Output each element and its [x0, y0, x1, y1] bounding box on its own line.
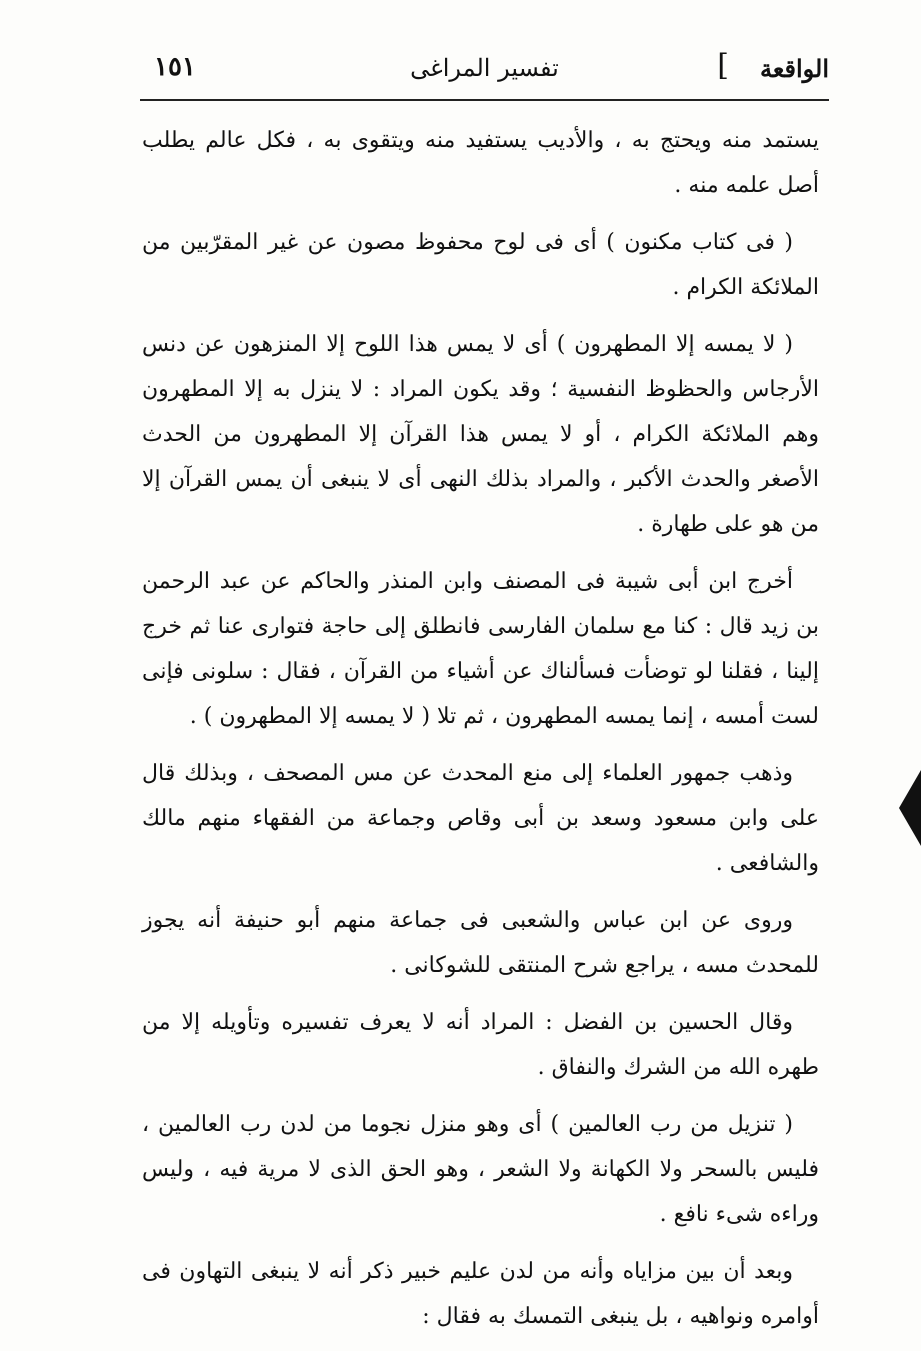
surah-name: الواقعة: [760, 54, 829, 83]
header-bracket: ]: [717, 48, 729, 83]
paragraph: وبعد أن بين مزاياه وأنه من لدن عليم خبير ذكر أنه لا ينبغى التهاون فى أوامره ونواهيه ، بل ينبغى التمسك به فقال :: [142, 1259, 819, 1329]
paragraph: وذهب جمهور العلماء إلى منع المحدث عن مس المصحف ، وبذلك قال على وابن مسعود وسعد بن أبى وقاص وجماعة من الفقهاء منهم مالك والشافعى .: [142, 761, 819, 876]
page-header: [140, 44, 829, 96]
paragraph: أخرج ابن أبى شيبة فى المصنف وابن المنذر والحاكم عن عبد الرحمن بن زيد قال : كنا مع سلمان الفارسى فانطلق إلى حاجة فتوارى عنا ثم خرج إلينا ، فقلنا لو توضأت فسألناك عن أشياء من القرآن ، فقال : سلونى فإنى لست أمسه ، إنما يمسه المطهرون ، ثم تلا ( لا يمسه إلا المطهرون ) .: [142, 569, 819, 729]
header-rule: [140, 99, 829, 101]
paragraph: وروى عن ابن عباس والشعبى فى جماعة منهم أبو حنيفة أنه يجوز للمحدث مسه ، يراجع شرح المنتقى للشوكانى .: [142, 908, 819, 978]
paragraph: ( لا يمسه إلا المطهرون ) أى لا يمس هذا اللوح إلا المنزهون عن دنس الأرجاس والحظوظ النفسية ؛ وقد يكون المراد : لا ينزل به إلا المطهرون وهم الملائكة الكرام ، أو لا يمس هذا القرآن إلا المطهرون من الحدث الأصغر والحدث الأكبر ، والمراد بذلك النهى أى لا ينبغى أن يمس القرآن إلا من هو على طهارة .: [142, 332, 819, 537]
page-number: ١٥١: [154, 52, 196, 82]
paragraph: يستمد منه ويحتج به ، والأديب يستفيد منه ويتقوى به ، فكل عالم يطلب أصل علمه منه .: [142, 128, 819, 198]
thumb-index-marker: [899, 770, 921, 846]
paragraph: ( فى كتاب مكنون ) أى فى لوح محفوظ مصون عن غير المقرّبين من الملائكة الكرام .: [142, 230, 819, 300]
paragraph: وقال الحسين بن الفضل : المراد أنه لا يعرف تفسيره وتأويله إلا من طهره الله من الشرك والنفاق .: [142, 1010, 819, 1080]
book-title: تفسير المراغى: [410, 54, 559, 82]
page-body: [142, 118, 819, 1351]
paragraph: ( تنزيل من رب العالمين ) أى وهو منزل نجوما من لدن رب العالمين ، فليس بالسحر ولا الكهانة ولا الشعر ، وهو الحق الذى لا مرية فيه ، وليس وراءه شىء نافع .: [142, 1112, 819, 1227]
